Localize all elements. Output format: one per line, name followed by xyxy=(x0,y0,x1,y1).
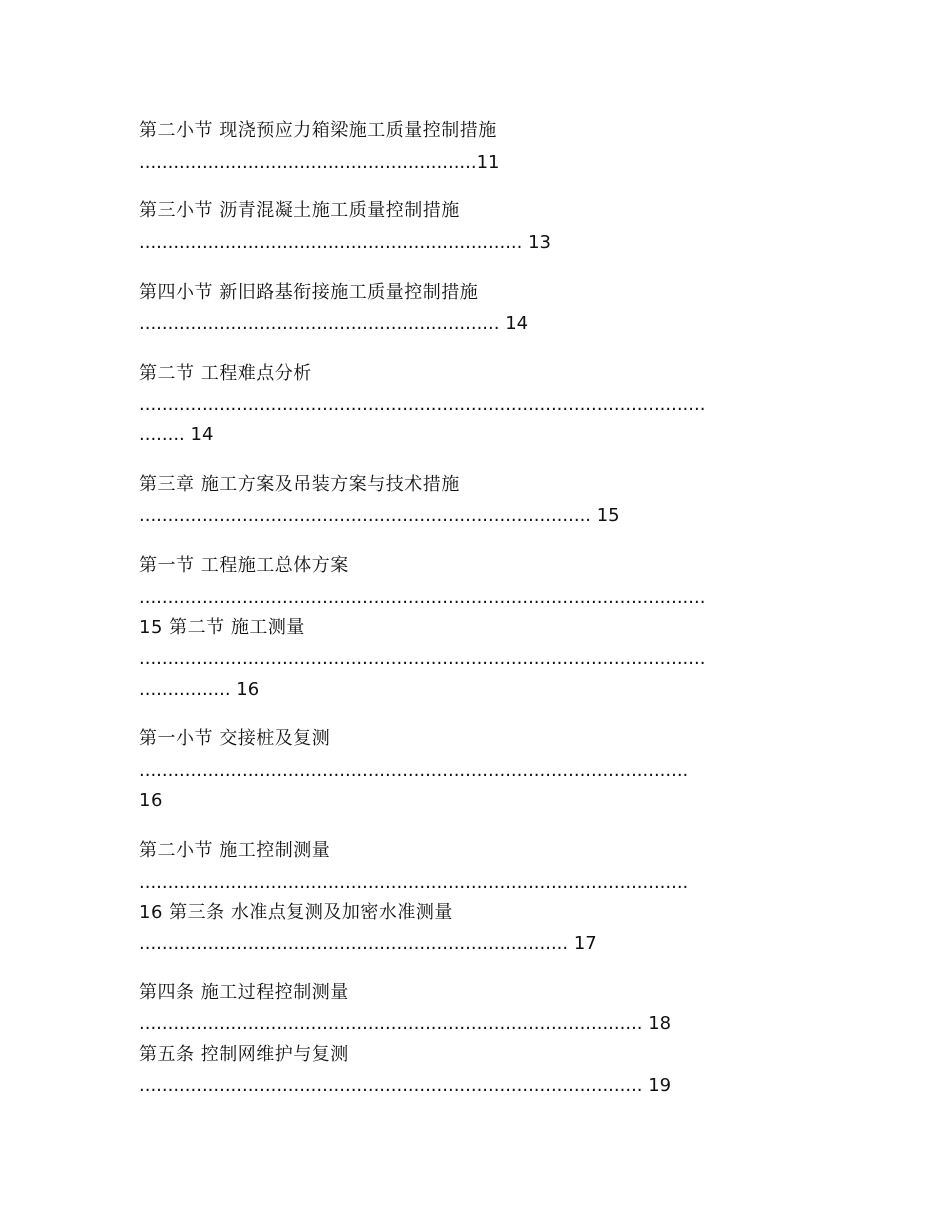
toc-entry-title: 第二小节 现浇预应力箱梁施工质量控制措施 xyxy=(139,120,497,141)
toc-entry-title: 第四小节 新旧路基衔接施工质量控制措施 xyxy=(139,282,479,303)
toc-entry-title: 第一节 工程施工总体方案 xyxy=(139,555,349,576)
toc-entry-title: 第四条 施工过程控制测量 xyxy=(139,982,349,1003)
toc-page-number: 16 xyxy=(139,790,163,811)
toc-leader: ................................................................................................... xyxy=(139,394,706,415)
toc-leader: ................................................................................................... xyxy=(139,587,706,608)
toc-entry-title: 第二小节 施工控制测量 xyxy=(139,840,331,861)
toc-entry-title: 第五条 控制网维护与复测 xyxy=(139,1044,349,1065)
toc-leader-page: ................................................................... 13 xyxy=(139,232,551,253)
toc-leader-page: ........................................................................... 17 xyxy=(139,933,597,954)
toc-leader-page: ............................................................... 14 xyxy=(139,313,529,334)
toc-leader-page: ........ 14 xyxy=(139,424,214,445)
toc-leader: ................................................................................................... xyxy=(139,648,706,669)
toc-leader: ................................................................................................ xyxy=(139,760,689,781)
toc-leader-page: ........................................................................................ 18 xyxy=(139,1013,672,1034)
toc-entry-title: 16 第三条 水准点复测及加密水准测量 xyxy=(139,902,453,923)
toc-leader-page: ............................................................................... 15 xyxy=(139,505,620,526)
toc-entry-title: 第二节 工程难点分析 xyxy=(139,363,312,384)
toc-entry-title: 15 第二节 施工测量 xyxy=(139,617,305,638)
toc-entry-title: 第三章 施工方案及吊装方案与技术措施 xyxy=(139,474,460,495)
toc-leader-page: ........................................................................................ 19 xyxy=(139,1075,672,1096)
toc-entry-title: 第三小节 沥青混凝土施工质量控制措施 xyxy=(139,200,460,221)
toc-leader: ................................................................................................ xyxy=(139,872,689,893)
toc-entry-title: 第一小节 交接桩及复测 xyxy=(139,728,331,749)
toc-leader-page: ................ 16 xyxy=(139,679,260,700)
toc-leader-page: ...........................................................11 xyxy=(139,152,500,173)
